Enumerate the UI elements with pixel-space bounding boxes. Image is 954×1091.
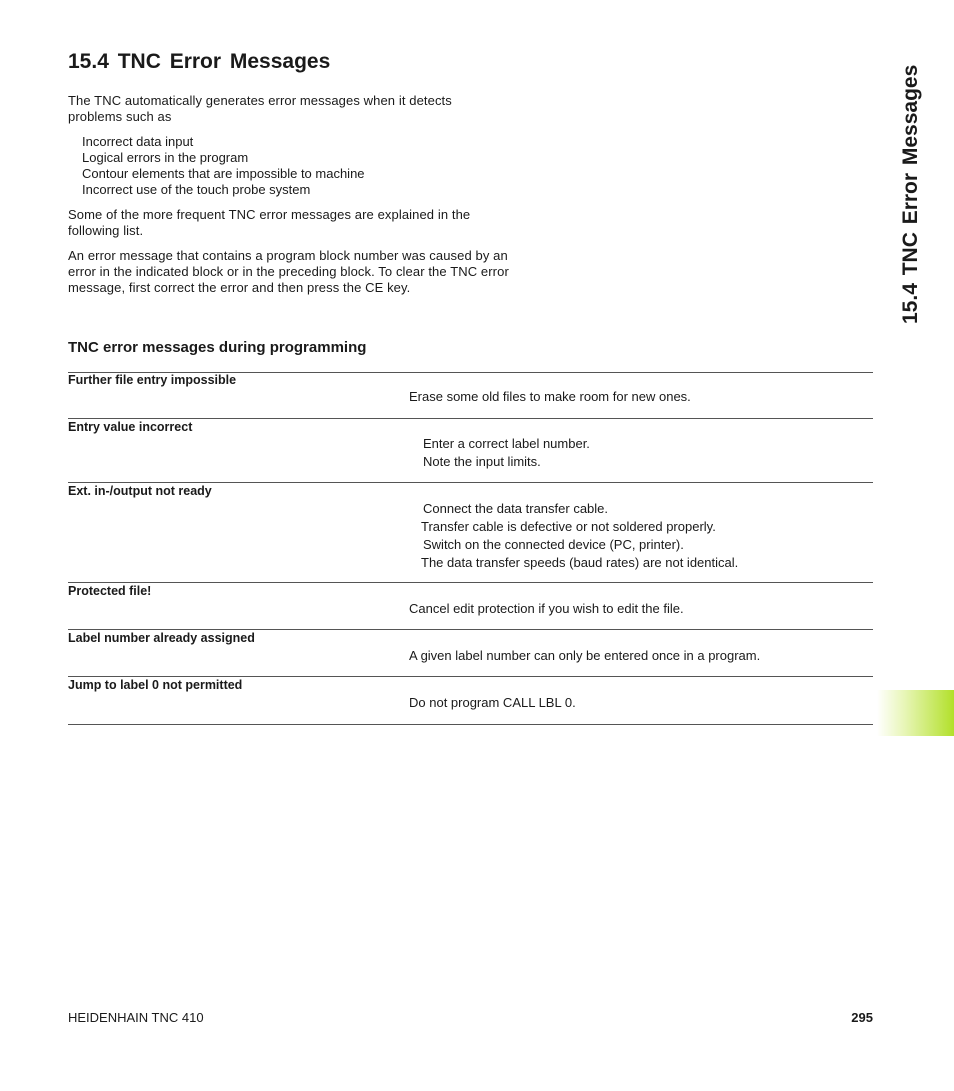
side-chapter-title: 15.4 TNC Error Messages xyxy=(899,64,922,324)
error-title: Jump to label 0 not permitted xyxy=(68,678,243,692)
remedy-line: Enter a correct label number. xyxy=(423,436,590,451)
section-heading: TNC error messages during programming xyxy=(68,339,367,356)
intro-paragraph: The TNC automatically generates error messages when it detects problems such as xyxy=(68,93,452,124)
divider xyxy=(68,676,873,677)
remedy-line: A given label number can only be entered once in a program. xyxy=(409,648,761,663)
error-remedy xyxy=(409,647,760,665)
error-title: Label number already assigned xyxy=(68,631,255,645)
remedy-line: Connect the data transfer cable. xyxy=(423,501,609,516)
divider xyxy=(68,482,873,483)
list-item: Logical errors in the program xyxy=(82,150,249,165)
remedy-line: Do not program CALL LBL 0. xyxy=(409,695,576,710)
error-remedy xyxy=(423,500,738,572)
remedy-line: Transfer cable is defective or not soldered properly. xyxy=(421,519,716,534)
remedy-line: Erase some old files to make room for new ones. xyxy=(409,389,691,404)
divider xyxy=(68,418,873,419)
divider xyxy=(68,629,873,630)
error-title: Further file entry impossible xyxy=(68,373,237,387)
block-number-paragraph: An error message that contains a program block number was caused by an error in the indicated block or in the preceding block. To clear the TNC error message, first correct the error and then press the CE key. xyxy=(68,248,509,295)
chapter-tab-marker xyxy=(877,690,954,736)
error-title: Entry value incorrect xyxy=(68,420,193,434)
divider xyxy=(68,724,873,725)
error-title: Protected file! xyxy=(68,584,152,598)
error-remedy xyxy=(409,600,684,618)
list-intro-paragraph: Some of the more frequent TNC error messages are explained in the following list. xyxy=(68,207,471,238)
list-item: Incorrect data input xyxy=(82,134,194,149)
error-remedy xyxy=(409,388,691,406)
page-title: 15.4 TNC Error Messages xyxy=(68,50,331,73)
list-item: Contour elements that are impossible to machine xyxy=(82,166,365,181)
error-remedy xyxy=(423,435,590,471)
remedy-line: Switch on the connected device (PC, printer). xyxy=(423,537,684,552)
error-remedy xyxy=(409,694,576,712)
list-item: Incorrect use of the touch probe system xyxy=(82,182,311,197)
remedy-line: The data transfer speeds (baud rates) are not identical. xyxy=(421,555,739,570)
remedy-line: Cancel edit protection if you wish to edit the file. xyxy=(409,601,684,616)
problem-list xyxy=(82,134,365,198)
footer-manual-name: HEIDENHAIN TNC 410 xyxy=(68,1010,204,1025)
remedy-line: Note the input limits. xyxy=(423,454,541,469)
error-title: Ext. in-/output not ready xyxy=(68,484,212,498)
divider xyxy=(68,582,873,583)
page-number: 295 xyxy=(851,1010,873,1025)
